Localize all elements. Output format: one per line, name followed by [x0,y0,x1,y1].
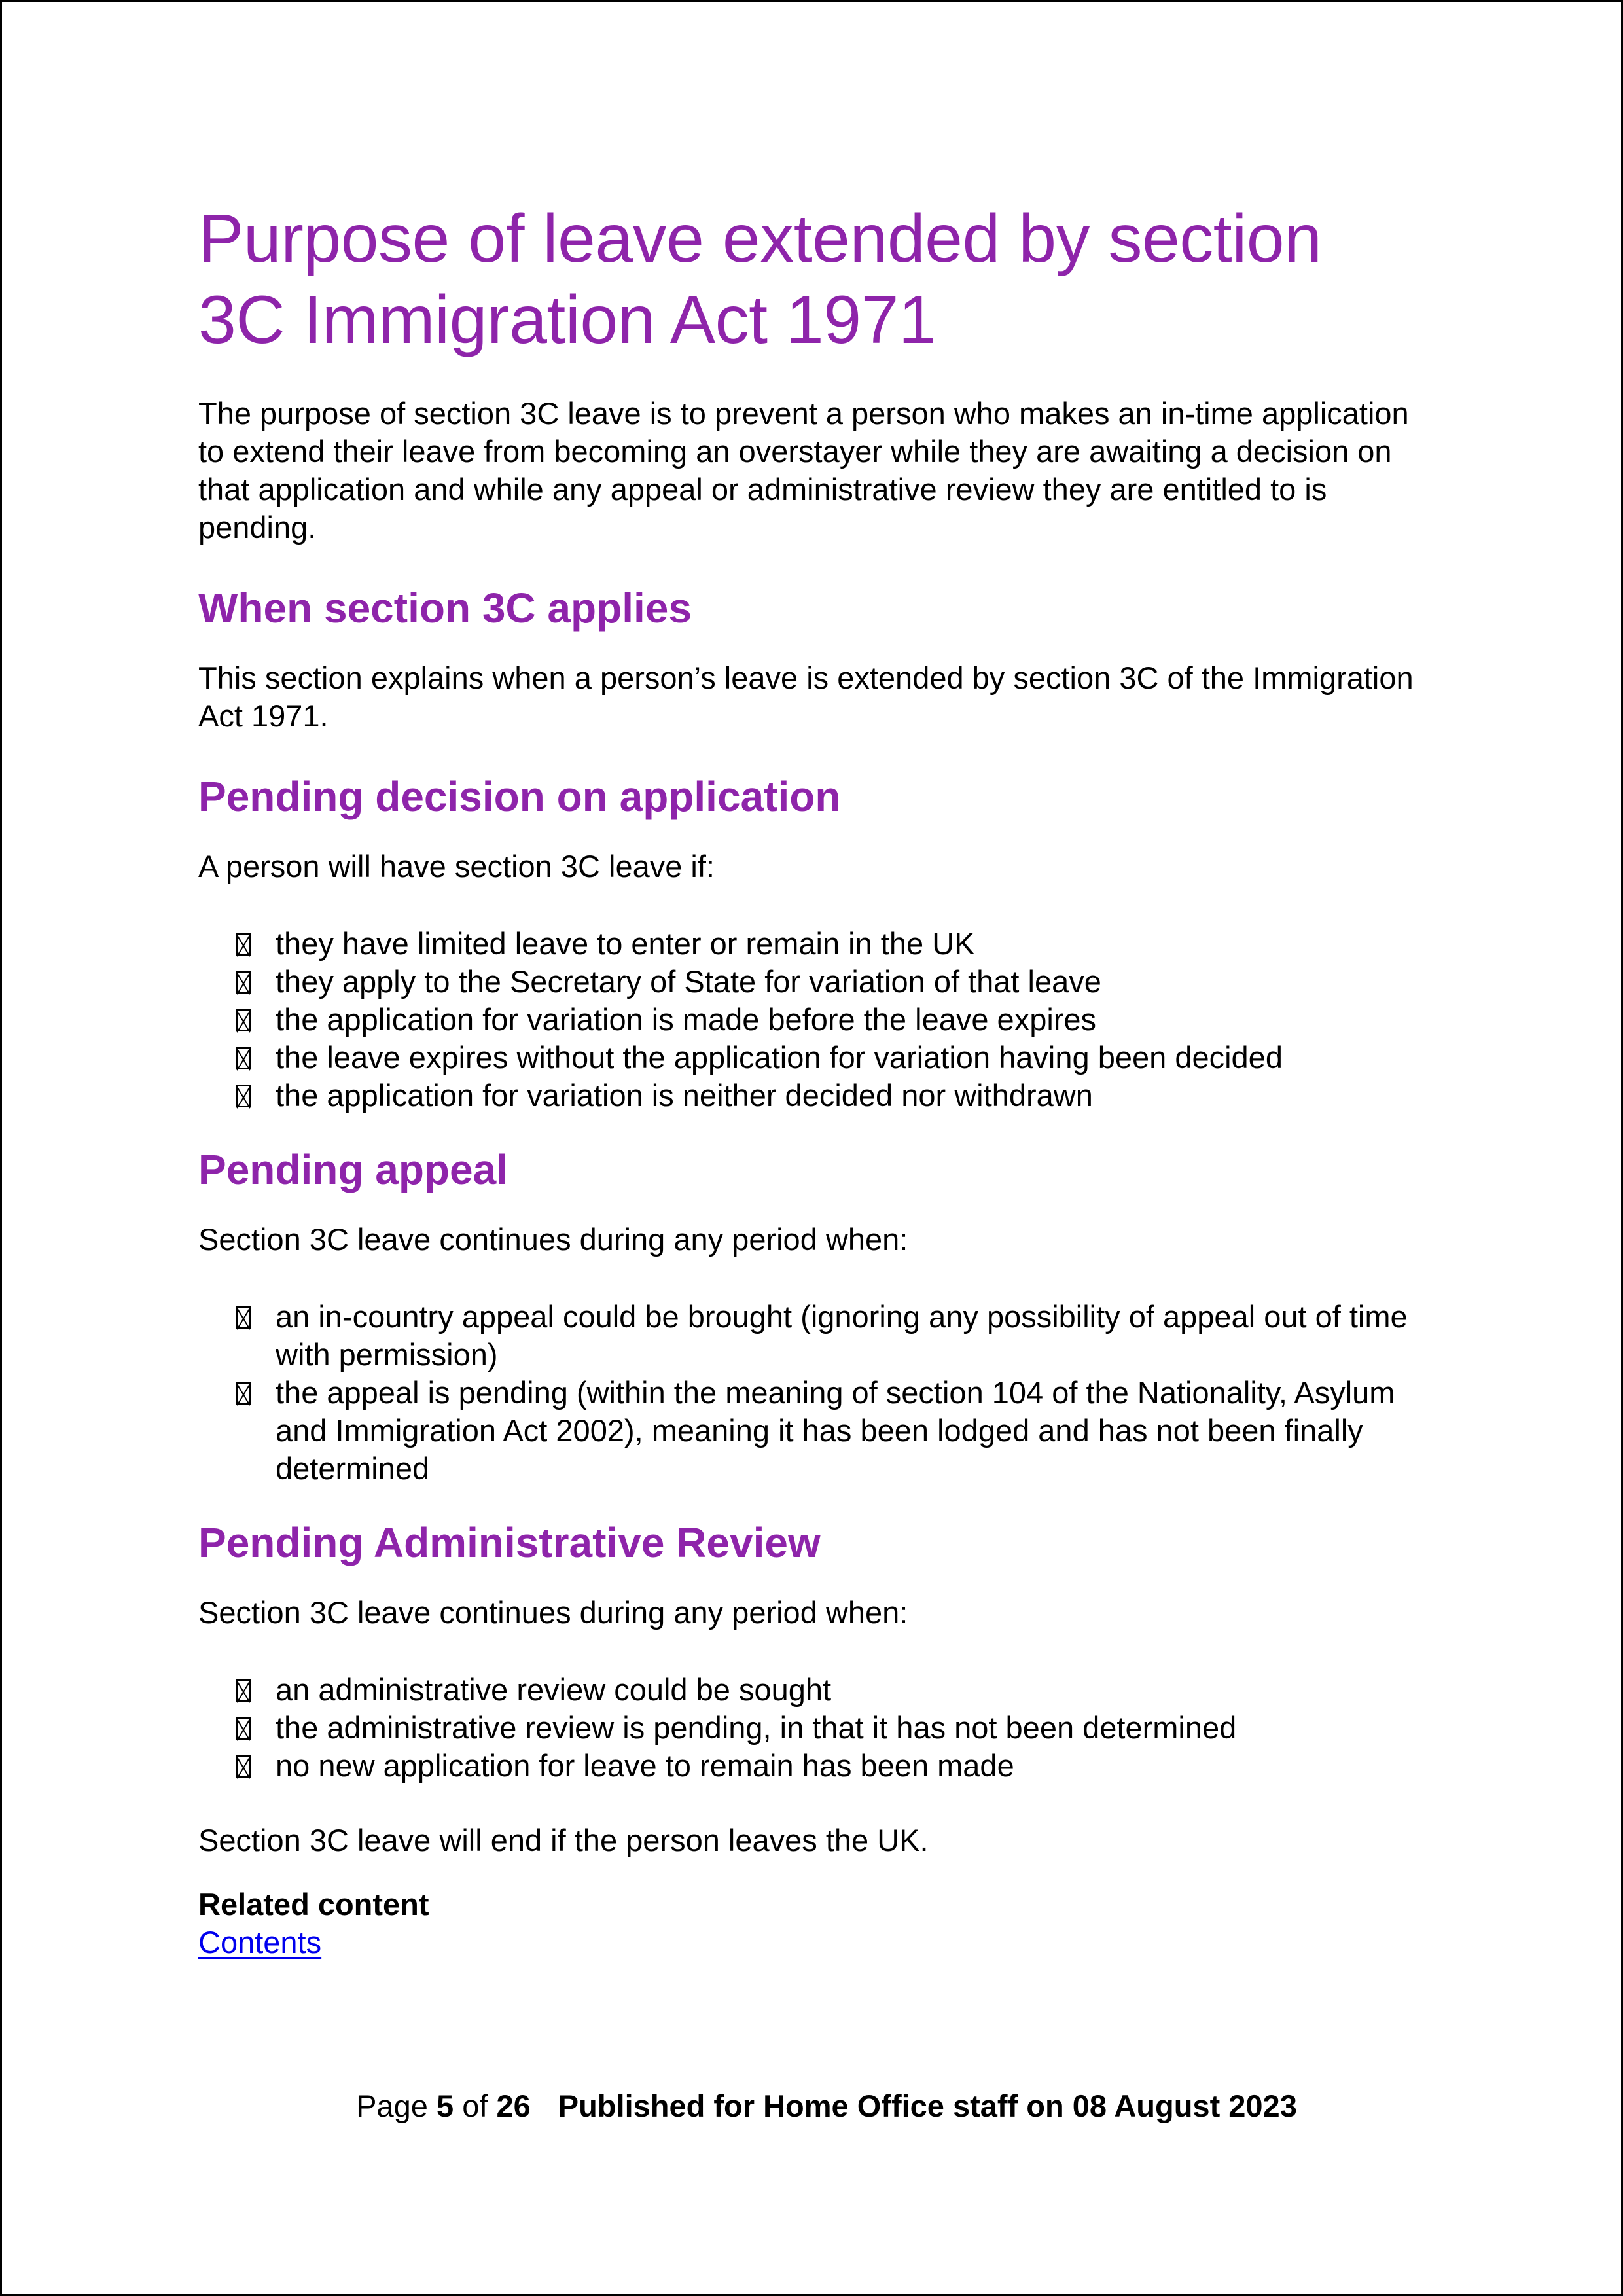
related-content-heading: Related content [198,1887,429,1922]
section-paragraph: Section 3C leave continues during any period when: [198,1595,908,1630]
list-item: the application for variation is neither decided nor withdrawn [198,1077,1429,1115]
section-heading-pending-decision: Pending decision on application [198,773,841,820]
list-item: no new application for leave to remain has been made [198,1747,1429,1785]
section-heading-when-3c-applies: When section 3C applies [198,584,692,632]
page-title-line-1: Purpose of leave extended by section [198,201,1322,277]
bullet-list-pending-decision [198,925,1429,1115]
bullet-icon [236,971,251,994]
published-statement: Published for Home Office staff on 08 August 2023 [558,2089,1297,2123]
closing-paragraph: Section 3C leave will end if the person leaves the UK. [198,1823,929,1857]
bullet-icon [236,1306,251,1329]
bullet-icon [236,1717,251,1740]
list-item: the leave expires without the application for variation having been decided [198,1039,1429,1077]
list-item: an in-country appeal could be brought (ignoring any possibility of appeal out of time with permission) [198,1298,1429,1374]
section-heading-pending-admin-review: Pending Administrative Review [198,1519,821,1566]
list-item: the appeal is pending (within the meaning of section 104 of the Nationality, Asylum and Immigration Act 2002), meaning it has been lodged and has not been finally determined [198,1374,1429,1488]
list-item: an administrative review could be sought [198,1671,1429,1709]
bullet-icon [236,1085,251,1107]
bullet-icon [236,1009,251,1031]
page-footer [2,2087,1623,2125]
bullet-icon [236,1047,251,1069]
bullet-icon [236,1679,251,1702]
contents-link[interactable]: Contents [198,1925,322,1960]
page-current: 5 [437,2089,454,2123]
section-paragraph: A person will have section 3C leave if: [198,849,715,884]
page-content [198,198,1429,1962]
page-total: 26 [496,2089,531,2123]
section-paragraph: Section 3C leave continues during any period when: [198,1222,908,1257]
bullet-list-pending-admin-review [198,1671,1429,1785]
list-item: the application for variation is made before the leave expires [198,1001,1429,1039]
bullet-icon [236,1382,251,1405]
page-title [198,198,1429,361]
page-title-line-2: 3C Immigration Act 1971 [198,282,936,358]
bullet-icon [236,1755,251,1778]
bullet-list-pending-appeal [198,1298,1429,1488]
bullet-icon [236,933,251,956]
section-heading-pending-appeal: Pending appeal [198,1146,508,1193]
page-of: of [462,2089,488,2123]
page-label: Page [356,2089,428,2123]
list-item: the administrative review is pending, in that it has not been determined [198,1709,1429,1747]
list-item: they have limited leave to enter or remain in the UK [198,925,1429,963]
intro-paragraph: The purpose of section 3C leave is to prevent a person who makes an in-time application to extend their leave from becoming an overstayer while they are awaiting a decision on that application and while any appeal or administrative review they are entitled to is pending. [198,396,1409,545]
list-item: they apply to the Secretary of State for variation of that leave [198,963,1429,1001]
section-paragraph: This section explains when a person’s leave is extended by section 3C of the Immigration Act 1971. [198,660,1414,733]
